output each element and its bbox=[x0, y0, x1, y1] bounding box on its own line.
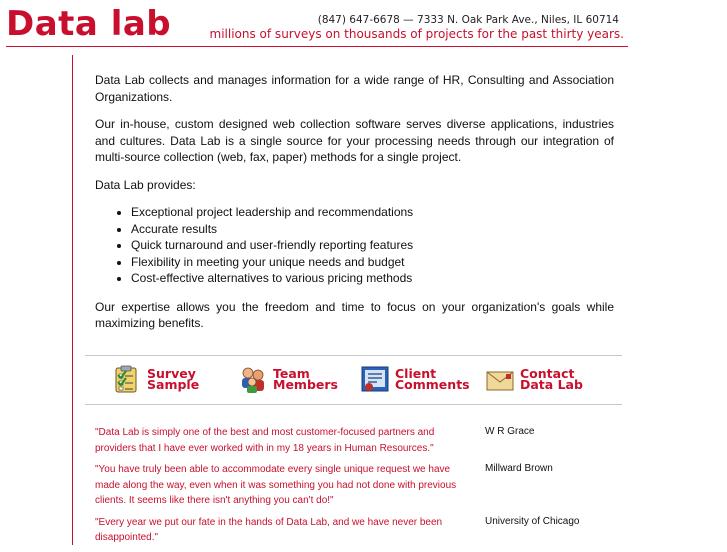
testimonial-row bbox=[95, 425, 615, 456]
nav-client-comments[interactable] bbox=[360, 362, 470, 396]
testimonial-quote: "Every year we put our fate in the hands of Data Lab, and we have never been disappointed." bbox=[95, 516, 443, 543]
list-item: • Exceptional project leadership and recommendations bbox=[131, 204, 614, 221]
data-lab-logo[interactable]: Data lab bbox=[6, 4, 172, 44]
provides-list bbox=[95, 204, 614, 287]
left-vertical-divider bbox=[72, 55, 73, 545]
nav-bar bbox=[112, 362, 622, 396]
list-item: • Flexibility in meeting your unique needs and budget bbox=[131, 254, 614, 271]
site-header bbox=[0, 0, 727, 48]
closing-paragraph: Our expertise allows you the freedom and time to focus on your organization's goals while maximizing benefits. bbox=[95, 299, 614, 330]
intro-paragraph-1: Data Lab collects and manages information for a wide range of HR, Consulting and Association Organizations. bbox=[95, 73, 614, 104]
nav-label: Contact Data Lab bbox=[520, 365, 583, 392]
team-members-icon bbox=[238, 364, 268, 394]
testimonial-author: W R Grace bbox=[485, 426, 535, 437]
testimonial-author: Millward Brown bbox=[485, 463, 553, 474]
list-item: • Cost-effective alternatives to various pricing methods bbox=[131, 270, 614, 287]
testimonials-section bbox=[95, 425, 615, 552]
provides-heading: Data Lab provides: bbox=[95, 177, 196, 192]
nav-label: Client Comments bbox=[395, 365, 470, 392]
nav-team-members[interactable] bbox=[238, 362, 338, 396]
nav-label: Team Members bbox=[273, 365, 338, 392]
nav-label: Survey Sample bbox=[147, 365, 200, 392]
survey-checklist-icon bbox=[112, 364, 142, 394]
testimonial-row bbox=[95, 515, 615, 546]
testimonial-author: University of Chicago bbox=[485, 515, 580, 527]
nav-divider-top bbox=[85, 355, 622, 356]
intro-paragraph-2: Our in-house, custom designed web collection software serves diverse applications, industries and cultures. Data Lab is a single source for your processing needs through our integration of multi-source collection (web, fax, paper) methods for a single project. bbox=[95, 117, 614, 164]
testimonial-quote: "You have truly been able to accommodate every single unique request we have made along the way, even when it was something you had not done with previous clients. It seems like there isn't anything you can't do!" bbox=[95, 464, 457, 506]
envelope-icon bbox=[485, 364, 515, 394]
nav-divider-bottom bbox=[85, 404, 622, 405]
tagline: millions of surveys on thousands of projects for the past thirty years. bbox=[209, 27, 624, 41]
nav-contact-data-lab[interactable] bbox=[485, 362, 583, 396]
list-item: • Quick turnaround and user-friendly reporting features bbox=[131, 237, 614, 254]
testimonial-quote: "Data Lab is simply one of the best and most customer-focused partners and providers that I have ever worked with in my 18 years in Human Resources." bbox=[95, 427, 435, 454]
client-comments-icon bbox=[360, 364, 390, 394]
list-item: • Accurate results bbox=[131, 221, 614, 238]
testimonial-row bbox=[95, 462, 615, 509]
header-divider bbox=[6, 46, 628, 47]
contact-info: (847) 647-6678 — 7333 N. Oak Park Ave., Niles, IL 60714 bbox=[317, 14, 619, 26]
nav-survey-sample[interactable] bbox=[112, 362, 199, 396]
main-content bbox=[95, 72, 614, 343]
